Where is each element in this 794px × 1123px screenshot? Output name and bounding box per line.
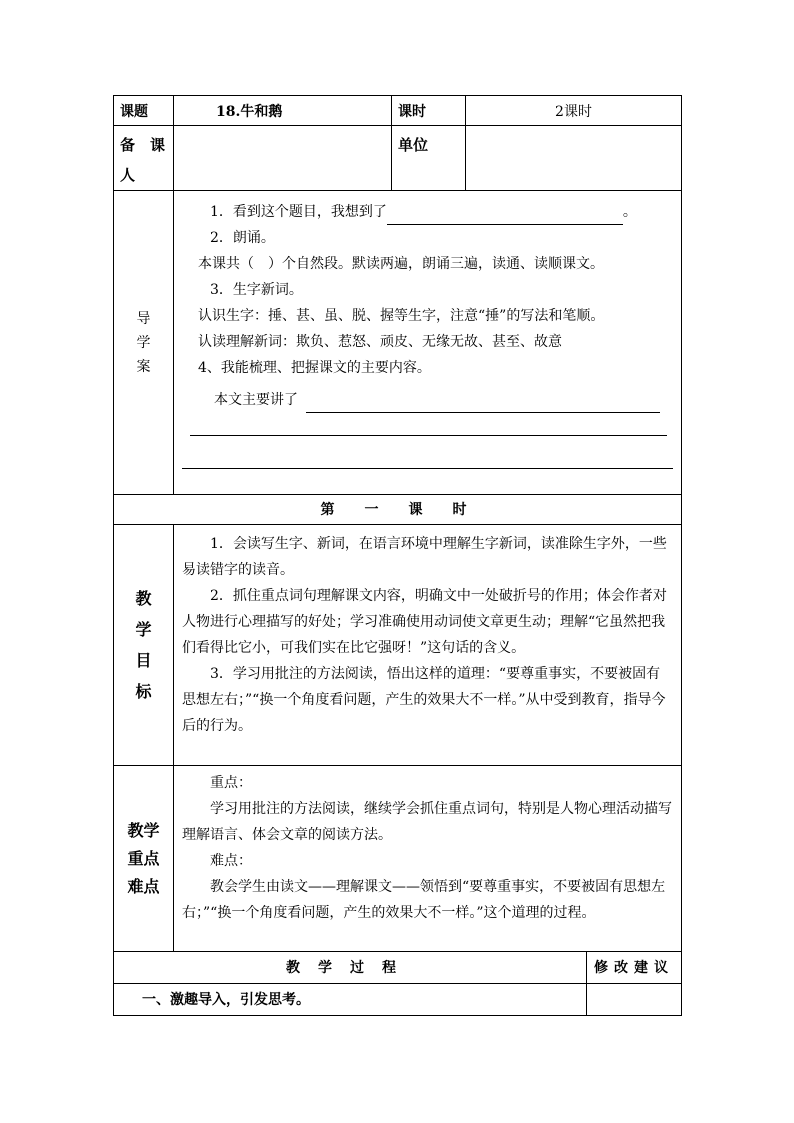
guide-label-char: 案	[136, 358, 151, 375]
guide-q1	[182, 199, 673, 225]
goals-label-char: 目	[135, 651, 152, 670]
process-header-row	[114, 952, 682, 984]
keypoints-label-line: 教学	[127, 820, 160, 840]
guide-answer-line-2[interactable]	[182, 446, 673, 469]
lesson1-title: 第 一 课 时	[114, 495, 682, 525]
lesson1-title-row	[114, 495, 682, 525]
guide-q4-text: 本文主要讲了	[214, 392, 298, 408]
topic-label: 课题	[114, 96, 174, 126]
goals-label-char: 学	[135, 620, 152, 639]
guide-row	[114, 191, 682, 495]
goals-label-char: 标	[135, 682, 152, 701]
keypoints-row	[114, 766, 682, 952]
preparer-label-line1: 备 课	[120, 136, 166, 154]
diff-label: 难点：	[210, 853, 252, 869]
goal-1: 1．会读写生字、新词，在语言环境中理解生字新词，读准除生字外，一些易读错字的读音。	[182, 536, 667, 578]
guide-q2-text: 本课共（ ）个自然段。默读两遍，朗诵三遍，读通、读顺课文。	[198, 256, 604, 272]
goals-label	[114, 525, 174, 766]
guide-content	[174, 191, 682, 495]
suggest-title: 修改建议	[587, 952, 682, 984]
preparer-value[interactable]	[174, 126, 392, 191]
guide-q2: 2．朗诵。	[210, 230, 275, 246]
hours-value: 2课时	[466, 96, 682, 126]
keypoints-label	[114, 766, 174, 952]
lesson-plan-table	[113, 95, 682, 1016]
process-step-row	[114, 984, 682, 1016]
key-text: 学习用批注的方法阅读，继续学会抓住重点词句，特别是人物心理活动描写理解语言、体会文章的阅读方法。	[182, 801, 672, 843]
keypoints-label-line: 难点	[127, 876, 160, 896]
header-row-topic	[114, 96, 682, 126]
guide-q1-text: 1．看到这个题目，我想到了	[210, 204, 387, 220]
guide-q3: 3．生字新词。	[210, 282, 303, 298]
guide-q1-end: 。	[622, 204, 637, 220]
guide-q4-line	[182, 387, 673, 413]
goals-content	[174, 525, 682, 766]
preparer-label-line2: 人	[120, 166, 136, 184]
goal-2: 2．抓住重点词句理解课文内容，明确文中一处破折号的作用；体会作者对人物进行心理描写的好处；学习准确使用动词使文章更生动；理解“它虽然把我们看得比它小，可我们实在比它强呀！”这句话的含义。	[182, 588, 667, 656]
keypoints-label-line: 重点	[127, 848, 160, 868]
guide-label-char: 学	[136, 334, 151, 351]
guide-q3-text2: 认读理解新词：欺负、惹怒、顽皮、无缘无故、甚至、故意	[198, 334, 562, 350]
header-row-preparer	[114, 126, 682, 191]
guide-q4: 4、我能梳理、把握课文的主要内容。	[198, 360, 431, 376]
guide-q3-text1: 认识生字：捶、甚、虽、脱、握等生字，注意“捶”的写法和笔顺。	[198, 308, 605, 324]
unit-label: 单位	[392, 126, 466, 191]
process-step-1: 一、激趣导入，引发思考。	[114, 984, 587, 1016]
process-title: 教学过程	[114, 952, 587, 984]
goals-label-char: 教	[135, 589, 152, 608]
unit-value[interactable]	[466, 126, 682, 191]
topic-value: 18.牛和鹅	[174, 96, 392, 126]
keypoints-content	[174, 766, 682, 952]
guide-q4-blank[interactable]	[306, 394, 660, 413]
guide-label-char: 导	[136, 310, 151, 327]
goal-3: 3．学习用批注的方法阅读，悟出这样的道理：“要尊重事实，不要被固有思想左右；”“换一个角度看问题，产生的效果大不一样。”从中受到教育，指导今后的行为。	[182, 666, 666, 734]
guide-label	[114, 191, 174, 495]
preparer-label	[114, 126, 174, 191]
diff-text: 教会学生由读文——理解课文——领悟到“要尊重事实，不要被固有思想左右；”“换一个角度看问题，产生的效果大不一样。”这个道理的过程。	[182, 879, 666, 921]
guide-answer-line-1[interactable]	[190, 413, 667, 436]
guide-q1-blank[interactable]	[387, 206, 623, 225]
hours-label: 课时	[392, 96, 466, 126]
goals-row	[114, 525, 682, 766]
key-label: 重点：	[210, 775, 252, 791]
suggest-cell[interactable]	[587, 984, 682, 1016]
